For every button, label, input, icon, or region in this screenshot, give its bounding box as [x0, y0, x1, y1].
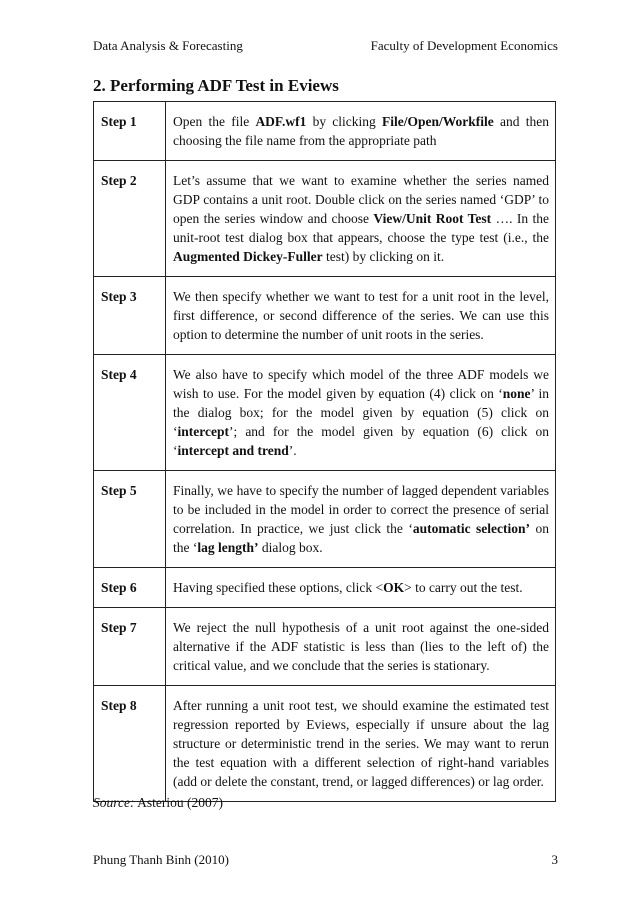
step-text-run: We reject the null hypothesis of a unit root against the one-sided alternative if the ADF statistic is less than (lies to the left of) the critical value, and we conclude that the series is stationary.: [173, 620, 549, 673]
source-label: Source:: [93, 795, 135, 810]
step-text-run: After running a unit root test, we should examine the estimated test regression reported by Eviews, especially if unsure about the lag structure or deterministic trend in the series. We may want to rerun the test equation with a different selection of right-hand variables (add or delete the constant, trend, or lagged differences) or lag order.: [173, 698, 549, 789]
step-row: [94, 568, 556, 608]
step-text-run: ’ in the dialog box; for the model given by equation (5) click on ‘: [173, 386, 549, 439]
footer-author: Phung Thanh Binh (2010): [93, 852, 229, 867]
steps-table-body: [94, 102, 556, 802]
step-label: Step 1: [94, 102, 166, 161]
step-description: [166, 102, 556, 161]
step-description: [166, 161, 556, 277]
step-label: Step 7: [94, 608, 166, 686]
step-label: Step 8: [94, 686, 166, 802]
steps-table: [93, 101, 556, 802]
source-note: [93, 795, 223, 811]
step-text-bold: lag length’: [197, 540, 259, 555]
step-text-bold: automatic selection’: [412, 521, 531, 536]
step-text-bold: intercept and trend: [177, 443, 289, 458]
step-text-bold: File/Open/Workfile: [382, 114, 494, 129]
step-text-run: ’; and for the model given by equation (6) click on ‘: [173, 424, 549, 458]
step-description: [166, 471, 556, 568]
step-text-run: Let’s assume that we want to examine whether the series named GDP contains a unit root. Double click on the series named ‘GDP’ to open the series window and choose: [173, 173, 549, 226]
page-number: 3: [551, 852, 558, 867]
step-text-bold: ADF.wf1: [255, 114, 307, 129]
step-row: [94, 355, 556, 471]
step-text-run: Finally, we have to specify the number of lagged dependent variables to be included in the model in order to correct the presence of serial correlation. In practice, we just click the ‘: [173, 483, 549, 536]
step-text-bold: OK: [383, 580, 405, 595]
step-label: Step 3: [94, 277, 166, 355]
step-row: [94, 471, 556, 568]
step-text-run: > to carry out the test.: [404, 580, 523, 595]
step-text-bold: View/Unit Root Test: [373, 211, 492, 226]
header-faculty: Faculty of Development Economics: [370, 38, 558, 53]
step-description: [166, 355, 556, 471]
step-label: Step 5: [94, 471, 166, 568]
step-text-run: …. In the unit-root test dialog box that appears, choose the type test (i.e., the: [173, 211, 549, 245]
step-row: [94, 686, 556, 802]
section-title: 2. Performing ADF Test in Eviews: [93, 76, 339, 95]
step-label: Step 6: [94, 568, 166, 608]
step-text-bold: none: [502, 386, 531, 401]
step-row: [94, 102, 556, 161]
step-description: [166, 277, 556, 355]
step-text-run: We also have to specify which model of the three ADF models we wish to use. For the model given by equation (4) click on ‘: [173, 367, 549, 401]
step-label: Step 4: [94, 355, 166, 471]
step-text-run: dialog box.: [258, 540, 323, 555]
step-row: [94, 277, 556, 355]
step-text-run: and then choosing the file name from the appropriate path: [173, 114, 549, 148]
step-text-run: We then specify whether we want to test for a unit root in the level, first difference, or second difference of the series. We can use this option to determine the number of unit roots in the series.: [173, 289, 549, 342]
step-description: [166, 608, 556, 686]
page-header: [93, 38, 558, 56]
step-description: [166, 568, 556, 608]
step-label: Step 2: [94, 161, 166, 277]
step-text-run: test) by clicking on it.: [322, 249, 445, 264]
step-text-run: ’.: [288, 443, 297, 458]
source-text: Asteriou (2007): [134, 795, 223, 810]
step-text-bold: Augmented Dickey-Fuller: [173, 249, 323, 264]
step-text-bold: intercept: [177, 424, 229, 439]
step-text-run: Having specified these options, click <: [173, 580, 384, 595]
step-description: [166, 686, 556, 802]
page-footer: [93, 852, 558, 870]
step-text-run: Open the file: [173, 114, 256, 129]
header-course-title: Data Analysis & Forecasting: [93, 38, 243, 53]
step-text-run: by clicking: [306, 114, 383, 129]
step-text-run: on the ‘: [173, 521, 550, 555]
step-row: [94, 161, 556, 277]
step-row: [94, 608, 556, 686]
